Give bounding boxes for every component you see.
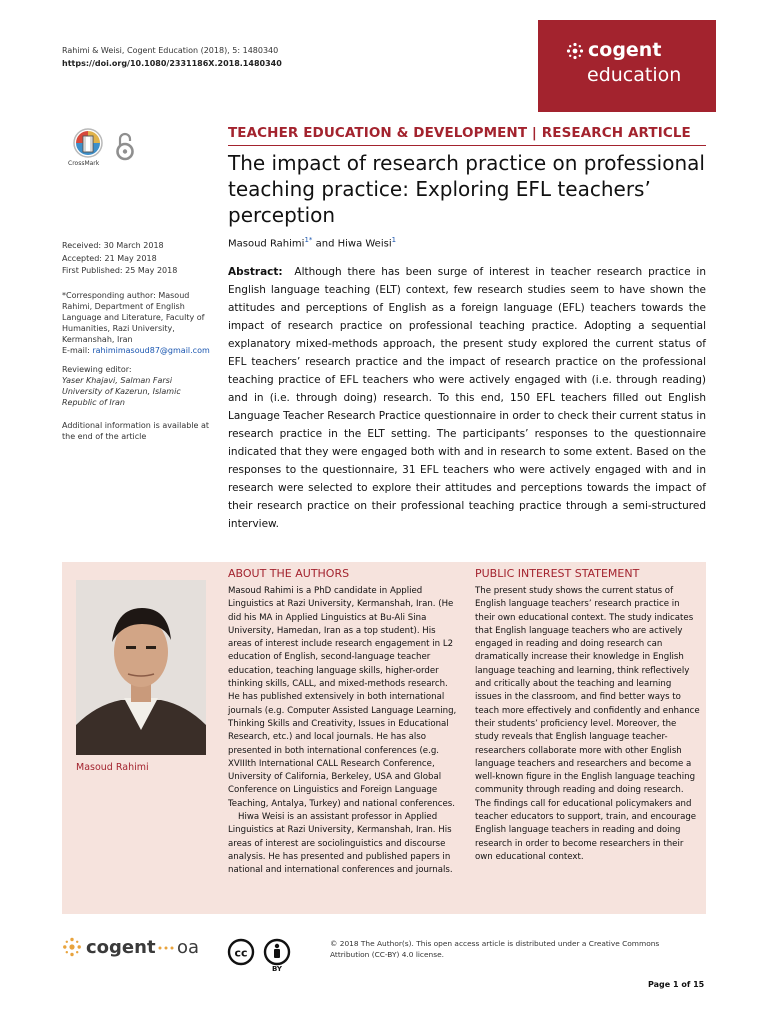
brand-bottom: education xyxy=(587,64,682,86)
author-line xyxy=(228,236,396,249)
author-name[interactable]: Masoud Rahimi xyxy=(228,238,305,250)
brand-top: cogent xyxy=(588,39,662,61)
abstract-text: Although there has been surge of interest in teacher research practice in English language teaching (ELT) context, few research studies seem to have shown the attitudes and perceptions of English as a foreign language (EFL) teachers towards the impact of research practice on professional teaching practice. Adopting a sequential explanatory mixed-methods approach, the present study explored the current status of EFL teachers’ research practice and the impact of research practice on the professional teaching practice of EFL teachers who were actively engaged with (i.e. through reading) and in (i.e. through doing) research. To this end, 150 EFL teachers filled out English Language Teacher Research Practice questionnaire in order to check their current status in research practice in the ELT setting. The participants’ responses to the questionnaire indicated that they were engaged both with and in research to some extent. Based on the responses to the questionnaire, 31 EFL teachers who were actively engaged with and in research were selected to explore their attitudes and perceptions towards the impact of their research practice on their professional teaching practice through a semi-structured interview. xyxy=(228,266,706,530)
reviewing-names: Yaser Khajavi, Salman Farsi University of Kazerun, Islamic Republic of Iran xyxy=(62,376,181,407)
about-authors-heading: ABOUT THE AUTHORS xyxy=(228,567,350,580)
reviewing-editor xyxy=(62,364,212,408)
author-affiliation-mark: 1* xyxy=(304,236,313,244)
corresponding-text: *Corresponding author: Masoud Rahimi, Department of English Language and Literature, Faculty of Humanities, Razi University, Kermanshah, Iran xyxy=(62,291,205,344)
received-date: Received: 30 March 2018 xyxy=(62,241,164,250)
license-text: © 2018 The Author(s). This open access article is distributed under a Creative Commons Attribution (CC-BY) 4.0 license. xyxy=(330,939,660,959)
additional-info: Additional information is available at the end of the article xyxy=(62,421,210,441)
citation-line: Rahimi & Weisi, Cogent Education (2018), 5: 1480340 xyxy=(62,46,279,55)
author-photo xyxy=(76,580,206,755)
publication-dates xyxy=(62,240,177,278)
cc-icon xyxy=(229,940,253,964)
public-interest-heading: PUBLIC INTEREST STATEMENT xyxy=(475,567,640,580)
doi-link[interactable]: https://doi.org/10.1080/2331186X.2018.1480340 xyxy=(62,59,282,68)
section-rule xyxy=(228,145,706,146)
about-paragraph: Hiwa Weisi is an assistant professor in Applied Linguistics at Razi University, Kermanshah, Iran. His areas of interest are sociolinguistics and discourse analysis. He has presented and published papers in national and international conferences and journals. xyxy=(228,812,453,876)
page-number: Page 1 of 15 xyxy=(648,980,705,989)
author-affiliation-mark: 1 xyxy=(391,236,397,244)
abstract-label: Abstract: xyxy=(228,266,283,278)
cogent-oa-logo xyxy=(62,935,242,959)
footer-logo-word: cogent xyxy=(86,937,156,958)
section-heading: TEACHER EDUCATION & DEVELOPMENT | RESEARCH ARTICLE xyxy=(228,125,691,141)
svg-text:cc: cc xyxy=(234,946,248,960)
public-interest-text: The present study shows the current status of English language teachers’ research practice in their own educational context. The study indicates that English language teachers who are actively engaged in reading and doing research can dramatically increase their knowledge in English language teaching and learning, think reflectively and critically about the teaching and learning issues in the classroom, and find better ways to teach more effectively and confidently and enhance their students’ proficiency level. Moreover, the study reveals that English language teacher-researchers collaborate more with other English language teachers and researchers and become a well-known figure in the English language teaching community through reading and doing research. The findings call for educational policymakers and teacher educators to support, train, and encourage English language teachers in reading and doing research in order to become researchers in their own educational context. xyxy=(475,586,700,862)
journal-brand xyxy=(538,20,716,112)
article-title: The impact of research practice on professional teaching practice: Exploring EFL teachers’ perception xyxy=(228,151,705,227)
crossmark-label: CrossMark xyxy=(68,160,100,167)
photo-caption: Masoud Rahimi xyxy=(76,762,149,773)
by-icon xyxy=(265,940,289,972)
author-separator: and xyxy=(312,238,338,250)
about-paragraph: Masoud Rahimi is a PhD candidate in Applied Linguistics at Razi University, Kermanshah, Iran. (He did his MA in Applied Linguistics at Bu-Ali Sina University, Hamedan, Iran as a top student). His areas of interest include research engagement in L2 education of English, second-language teacher education, teaching language skills, higher-order thinking skills, CALL, and mixed-methods research. He has published extensively in both international journals (e.g. Computer Assisted Language Learning, Thinking Skills and Creativity, Issues in Educational Research, etc.) and local journals. He has also presented in both international conferences (e.g. XVIIIth International CALL Research Conference, University of California, Berkeley, USA and Global Conference on Linguistics and Foreign Language Teaching, Antalya, Turkey) and national conferences. xyxy=(228,586,457,809)
crossmark-icon[interactable] xyxy=(73,128,103,162)
email-link[interactable]: rahimimasoud87@gmail.com xyxy=(92,346,210,355)
author-name[interactable]: Hiwa Weisi xyxy=(337,238,392,250)
citation-block xyxy=(62,44,282,70)
open-access-icon xyxy=(114,131,136,161)
about-authors-text xyxy=(228,585,458,878)
email-label: E-mail: xyxy=(62,346,93,355)
footer-logo-suffix: oa xyxy=(177,937,200,958)
abstract xyxy=(228,263,706,533)
by-label: BY xyxy=(271,965,283,972)
first-published-date: First Published: 25 May 2018 xyxy=(62,266,178,275)
portrait-image xyxy=(76,580,206,755)
accepted-date: Accepted: 21 May 2018 xyxy=(62,253,157,263)
cogent-star-icon xyxy=(566,42,584,60)
creative-commons-icons[interactable] xyxy=(227,938,293,972)
reviewing-label: Reviewing editor: xyxy=(62,365,132,374)
corresponding-author xyxy=(62,290,212,356)
